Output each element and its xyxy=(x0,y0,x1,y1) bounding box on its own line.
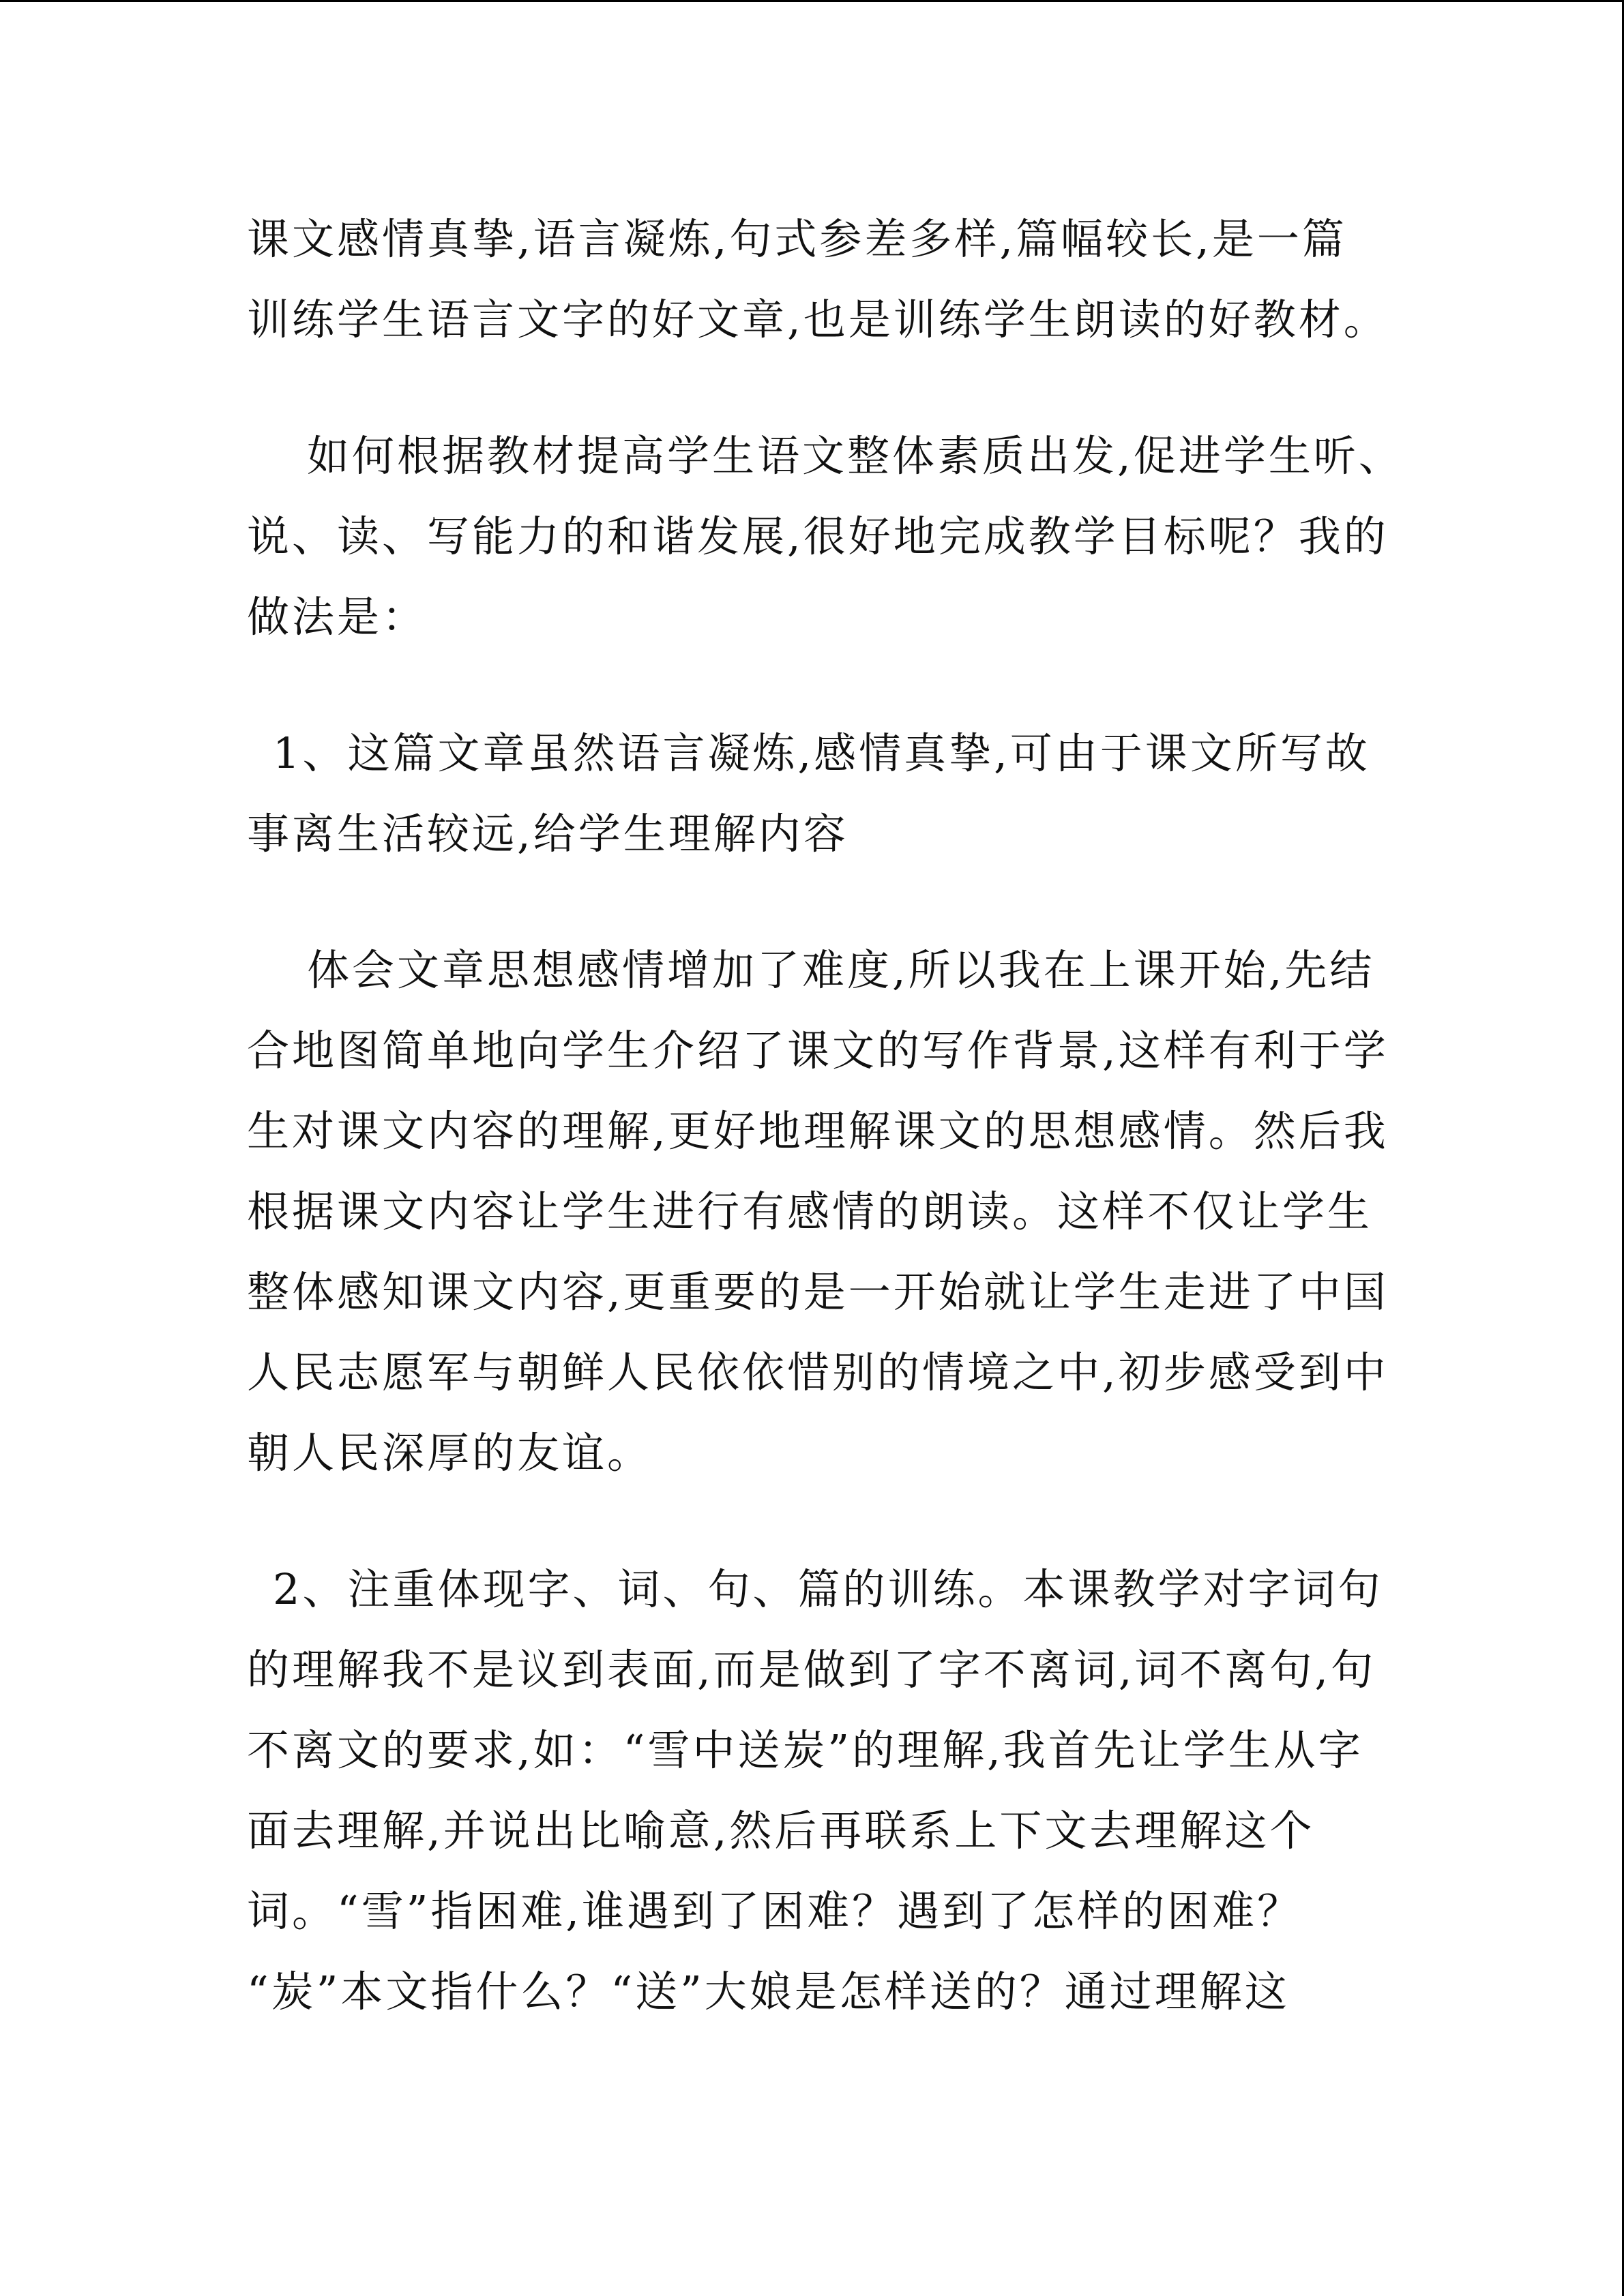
paragraph-point-2 xyxy=(247,1549,1383,2032)
text-line: 根据课文内容让学生进行有感情的朗读。这样不仅让学生 xyxy=(247,1187,1373,1236)
text-line: 合地图简单地向学生介绍了课文的写作背景,这样有利于学 xyxy=(247,1026,1389,1075)
text-line: 生对课文内容的理解,更好地理解课文的思想感情。然后我 xyxy=(247,1106,1389,1156)
text-line: 做法是： xyxy=(247,592,428,642)
text-line: 1、这篇文章虽然语言凝炼,感情真挚,可由于课文所写故 xyxy=(273,728,1370,778)
paragraph-point-1 xyxy=(247,713,1370,874)
text-line: 如何根据教材提高学生语文整体素质出发,促进学生听、 xyxy=(307,431,1404,481)
paragraph-question xyxy=(247,416,1404,657)
text-line: 人民志愿军与朝鲜人民依依惜别的情境之中,初步感受到中 xyxy=(247,1347,1389,1397)
text-line: 事离生活较远,给学生理解内容 xyxy=(247,809,848,859)
text-line: 不离文的要求,如：“雪中送炭”的理解,我首先让学生从字 xyxy=(247,1725,1363,1775)
paragraph-point-1-continued xyxy=(247,930,1389,1493)
text-line: 说、读、写能力的和谐发展,很好地完成教学目标呢？我的 xyxy=(247,511,1389,561)
text-line: 面去理解,并说出比喻意,然后再联系上下文去理解这个 xyxy=(247,1806,1315,1855)
text-line: 体会文章思想感情增加了难度,所以我在上课开始,先结 xyxy=(307,945,1375,995)
text-line: 朝人民深厚的友谊。 xyxy=(247,1428,653,1478)
text-line: 课文感情真挚,语言凝炼,句式参差多样,篇幅较长,是一篇 xyxy=(247,214,1347,264)
text-line: 训练学生语言文字的好文章,也是训练学生朗读的好教材。 xyxy=(247,295,1389,344)
text-line: 整体感知课文内容,更重要的是一开始就让学生走进了中国 xyxy=(247,1267,1389,1317)
text-line: 词。“雪”指困难,谁遇到了困难？遇到了怎样的困难？ xyxy=(247,1886,1303,1936)
document-body xyxy=(247,199,1404,2088)
text-line: 的理解我不是议到表面,而是做到了字不离词,词不离句,句 xyxy=(247,1645,1376,1695)
text-line: 2、注重体现字、词、句、篇的训练。本课教学对字词句 xyxy=(273,1564,1383,1614)
text-line: “炭”本文指什么？“送”大娘是怎样送的？通过理解这 xyxy=(247,1967,1290,2016)
paragraph-intro xyxy=(247,199,1389,360)
